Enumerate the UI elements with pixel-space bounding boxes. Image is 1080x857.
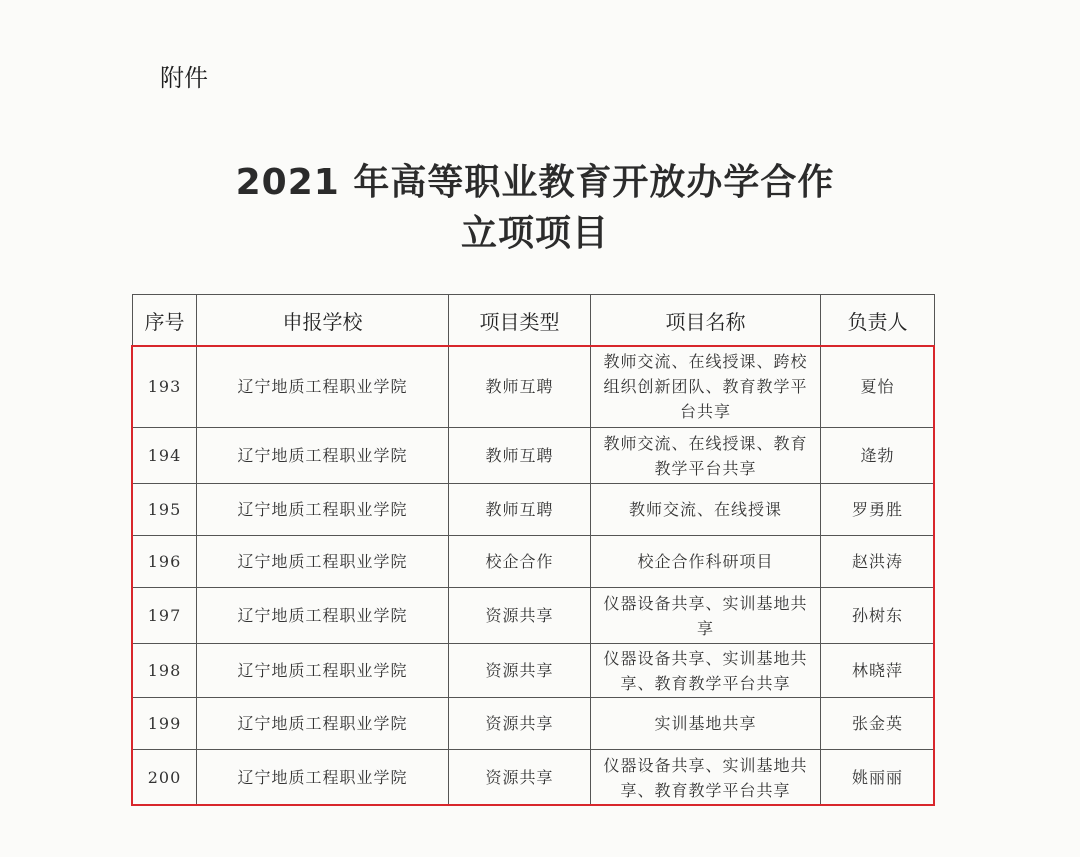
cell-serial-no: 200 [133,750,197,806]
cell-project-name: 教师交流、在线授课、跨校组织创新团队、教育教学平台共享 [591,346,821,428]
table-row [133,698,935,750]
cell-project-name: 仪器设备共享、实训基地共享、教育教学平台共享 [591,750,821,806]
cell-project-type: 教师互聘 [449,428,591,484]
attachment-label: 附件 [160,64,208,92]
table-row [133,484,935,536]
cell-person-in-charge: 赵洪涛 [821,536,935,588]
table-row [133,588,935,644]
header-school: 申报学校 [197,295,449,346]
cell-project-name: 校企合作科研项目 [591,536,821,588]
table-row [133,750,935,806]
cell-project-type: 校企合作 [449,536,591,588]
cell-project-type: 资源共享 [449,644,591,698]
cell-project-name: 教师交流、在线授课 [591,484,821,536]
cell-person-in-charge: 孙树东 [821,588,935,644]
cell-person-in-charge: 林晓萍 [821,644,935,698]
cell-project-type: 教师互聘 [449,484,591,536]
header-project-name: 项目名称 [591,295,821,346]
table-row [133,644,935,698]
cell-person-in-charge: 夏怡 [821,346,935,428]
cell-project-type: 资源共享 [449,698,591,750]
cell-school: 辽宁地质工程职业学院 [197,750,449,806]
cell-person-in-charge: 罗勇胜 [821,484,935,536]
cell-school: 辽宁地质工程职业学院 [197,484,449,536]
document-title-line-1: 2021 年高等职业教育开放办学合作 [235,162,835,203]
cell-project-name: 教师交流、在线授课、教育教学平台共享 [591,428,821,484]
cell-project-name: 实训基地共享 [591,698,821,750]
header-serial-no: 序号 [133,295,197,346]
document-title-line-2: 立项项目 [460,213,609,254]
cell-serial-no: 199 [133,698,197,750]
cell-school: 辽宁地质工程职业学院 [197,536,449,588]
cell-person-in-charge: 逄勃 [821,428,935,484]
cell-person-in-charge: 张金英 [821,698,935,750]
table-row [133,428,935,484]
cell-school: 辽宁地质工程职业学院 [197,428,449,484]
table-row [133,536,935,588]
cell-serial-no: 197 [133,588,197,644]
cell-person-in-charge: 姚丽丽 [821,750,935,806]
cell-school: 辽宁地质工程职业学院 [197,698,449,750]
cell-project-type: 资源共享 [449,588,591,644]
table-row [133,346,935,428]
cell-project-type: 教师互聘 [449,346,591,428]
cell-serial-no: 195 [133,484,197,536]
project-table [132,294,935,806]
cell-project-name: 仪器设备共享、实训基地共享、教育教学平台共享 [591,644,821,698]
cell-serial-no: 194 [133,428,197,484]
table-header-row [133,295,935,346]
cell-school: 辽宁地质工程职业学院 [197,588,449,644]
cell-serial-no: 193 [133,346,197,428]
cell-project-name: 仪器设备共享、实训基地共享 [591,588,821,644]
cell-project-type: 资源共享 [449,750,591,806]
header-person-in-charge: 负责人 [821,295,935,346]
cell-school: 辽宁地质工程职业学院 [197,644,449,698]
cell-serial-no: 196 [133,536,197,588]
cell-school: 辽宁地质工程职业学院 [197,346,449,428]
cell-serial-no: 198 [133,644,197,698]
header-project-type: 项目类型 [449,295,591,346]
